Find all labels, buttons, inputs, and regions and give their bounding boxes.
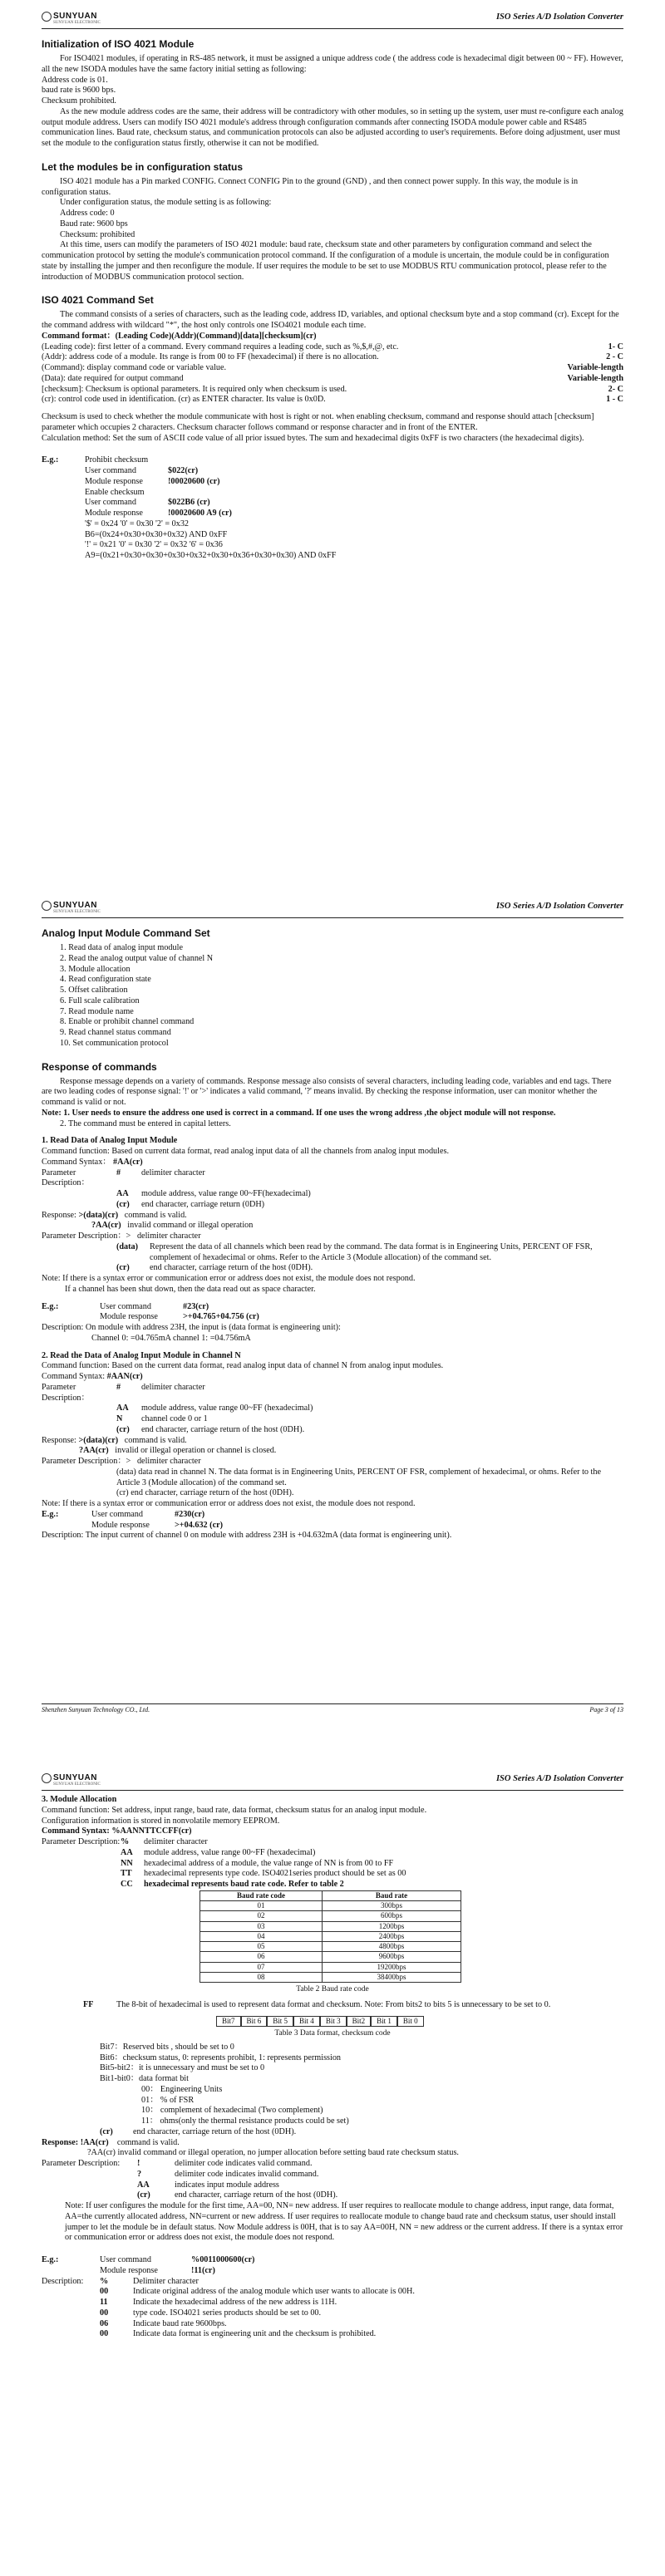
logo-subtext: SUNYUAN ELECTRONIC: [53, 1782, 101, 1787]
param-desc: delimiter code indicates invalid command.: [175, 2169, 319, 2179]
table-cell: 19200bps: [323, 1962, 461, 1972]
param-key: !: [137, 2159, 140, 2168]
eg-line: Module response: [91, 1520, 150, 1530]
paragraph: The command consists of a series of characters, such as the leading code, address ID, variables, and optional checksum byte and a stop command (cr). Except for the the command address with wildcard "*", the host only controls one ISO4021 module each time.: [42, 310, 619, 330]
response-desc: ?AA(cr) invalid command or illegal operation, no jumper allocation before setting baud rate checksum status.: [87, 2148, 459, 2158]
section-heading: Let the modules be in configuration status: [42, 160, 244, 173]
eg-code: !00020600 (cr): [168, 476, 220, 486]
table-row: [200, 1901, 461, 1911]
list-item: 7. Read module name: [60, 1006, 134, 1016]
param-desc: hexadecimal represents baud rate code. Refer to table 2: [144, 1880, 344, 1889]
logo-text: SUNYUAN: [53, 12, 97, 21]
company-logo: [42, 8, 125, 27]
table-cell: 02: [200, 1911, 323, 1921]
param-key: (cr): [116, 1424, 130, 1434]
company-logo: [42, 1770, 125, 1788]
text-line: Under configuration status, the module setting is as following:: [60, 198, 272, 208]
logo-text: SUNYUAN: [53, 1773, 97, 1782]
eg-code: #23(cr): [183, 1301, 209, 1311]
param-list: [42, 1383, 623, 1436]
bit-table: [216, 2016, 623, 2027]
bit-line: 10： complement of hexadecimal (Two complement): [141, 2106, 323, 2116]
param-key: #: [116, 1168, 121, 1177]
table-row: [200, 1942, 461, 1952]
paragraph: ISO 4021 module has a Pin marked CONFIG. Connect CONFIG Pin to the ground (GND) , and then connect power supply. In this way, the module is in configuration status.: [42, 176, 579, 197]
eg-line: Prohibit checksum: [85, 455, 149, 465]
def-line: (cr): control code used in identification. (cr) as ENTER character. Its value is 0x0D.: [42, 395, 326, 405]
param-desc: delimiter character: [136, 1231, 201, 1241]
example-block: [42, 2255, 623, 2277]
eg-code: !00020600 A9 (cr): [168, 509, 232, 518]
param-key: (cr): [100, 2126, 113, 2136]
param-desc: delimiter character: [141, 1168, 205, 1177]
param-key: (cr): [116, 1263, 130, 1273]
table-row: [200, 1911, 461, 1921]
param-label: Parameter Description：>: [42, 1231, 131, 1241]
table-row: [200, 1921, 461, 1931]
note: Note: If user configures the module for the first time, AA=00, NN= new address. If user requires to reallocate module to change address, input range, data format, AA=the currently allocated address, NN=current or new address. If user requires to reallocate module to change baud rate and checksum status, user should install jumper to let the module be in default status. Now Module address is 00H, that is to say AA=00H, NN = new address or the current address. If there is a syntax error or communication error or address does not exist, the module does not respond.: [65, 2201, 623, 2243]
response-desc: invalid command or illegal operation: [127, 1221, 254, 1231]
baud-rate-table: [200, 1890, 461, 1983]
response-desc: command is valid.: [124, 1210, 187, 1220]
param-key: TT: [121, 1869, 132, 1879]
eg-line: User command: [100, 1301, 151, 1311]
param-key: AA: [116, 1404, 129, 1413]
page-header: [42, 7, 623, 29]
table-row: [200, 1952, 461, 1962]
bit-cell: Bit2: [347, 2016, 372, 2027]
bit-cell: Bit 6: [241, 2016, 268, 2027]
eg-line: Enable checksum: [85, 487, 145, 497]
list-item: 3. Module allocation: [60, 964, 131, 974]
bit-line: 01： % of FSR: [141, 2095, 195, 2105]
param-label: Parameter Description：>: [42, 1457, 131, 1466]
description-list: [42, 2277, 623, 2341]
param-key: #: [116, 1382, 121, 1392]
def-size: 1 - C: [606, 395, 623, 405]
desc-key: 00: [100, 2329, 109, 2339]
param-desc: delimiter character: [141, 1382, 205, 1392]
param-desc: hexadecimal address of a module, the value range of NN is from 00 to FF: [144, 1858, 394, 1868]
response-desc: invalid or illegal operation or channel is closed.: [115, 1446, 277, 1456]
param-list: [42, 2159, 623, 2201]
response-desc: command is valid.: [116, 2137, 180, 2147]
logo-subtext: SUNYUAN ELECTRONIC: [53, 21, 101, 25]
paragraph: Response message depends on a variety of commands. Response message also consists of several characters, including leading code, variables and end tags. There are two leading codes of response signal: '!' or '>' indicates a valid command, '?' means invalid. By checking the response information, user can monitor whether the command is valid or not.: [42, 1076, 612, 1107]
table-header: Baud rate code: [200, 1890, 323, 1900]
header-title: ISO Series A/D Isolation Converter: [495, 902, 623, 911]
param-desc: delimiter character: [136, 1457, 201, 1466]
def-line: (Addr): address code of a module. Its range is from 00 to FF (hexadecimal) if there is no allocation.: [42, 352, 379, 362]
table-cell: 300bps: [323, 1901, 461, 1911]
desc-key: 06: [100, 2318, 109, 2328]
param-desc: module address, value range 00~FF(hexadecimal): [141, 1189, 311, 1198]
eg-code: !11(cr): [191, 2265, 215, 2275]
bit-line: Bit6：checksum status, 0: represents prohibit, 1: represents permission: [100, 2052, 342, 2062]
logo-subtext: SUNYUAN ELECTRONIC: [53, 910, 101, 914]
param-desc: (cr) end character, carriage return of the host (0DH).: [116, 1488, 294, 1498]
desc-value: Indicate original address of the analog module which user wants to allocate is 00H.: [133, 2287, 415, 2297]
def-size: Variable-length: [567, 373, 623, 383]
header-title: ISO Series A/D Isolation Converter: [495, 1774, 623, 1783]
param-desc: Represent the data of all channels which been read by the command. The data format is in Engineering Units, PERCENT OF FSR, complement of hexadecimal or ohms. Refer to the Article 3 (Module allocation) of the command set.: [150, 1241, 593, 1262]
response-label: Response:: [42, 1435, 76, 1445]
text-line: Checksum: prohibited: [60, 229, 135, 239]
param-key: NN: [121, 1858, 133, 1868]
response-label: Response: !AA(cr): [42, 2137, 109, 2147]
param-desc: indicates input module address: [175, 2180, 279, 2190]
def-size: 1- C: [608, 342, 623, 351]
list-item: 8. Enable or prohibit channel command: [60, 1017, 195, 1027]
eg-code: >+04.765+04.756 (cr): [183, 1312, 259, 1322]
table-cell: 06: [200, 1952, 323, 1962]
syntax-value: #AA(cr): [113, 1157, 143, 1167]
syntax-line: Command Syntax: %AANNTTCCFF(cr): [42, 1826, 192, 1836]
eg-line: User command: [100, 2255, 151, 2264]
table-cell: 4800bps: [323, 1942, 461, 1952]
text-line: Baud rate: 9600 bps: [60, 219, 128, 229]
paragraph: Command function: Based on the current data format, read analog input data of channel N from analog input modules.: [42, 1361, 444, 1371]
bit-cell: Bit 3: [320, 2016, 347, 2027]
eg-line: B6=(0x24+0x30+0x30+0x32) AND 0xFF: [85, 529, 228, 539]
param-desc: The 8-bit of hexadecimal is used to represent data format and checksum. Note: From bits2 to bits 5 is unnecessary to be set to 0.: [116, 1999, 551, 2009]
eg-line: Module response: [100, 1312, 158, 1322]
desc-value: type code. ISO4021 series products should be set to 00.: [133, 2308, 322, 2318]
param-desc: end character, carriage return of the host (0DH).: [175, 2190, 338, 2200]
param-desc: end character, carriage return of the host (0DH).: [150, 1263, 313, 1273]
paragraph: As the new module address codes are the same, their address will be contradictory with other modules, so in setting up the system, user must re-configure each analog output module address. Users can modify ISO 4021 module's address through configuration commands after connecting ISODA module power cable and RS485 communication lines. Baud rate, checksum status, and communication protocols can also be adjusted according to user's requirements. Before doing adjustment, user must set the module to the configuration status firstly, otherwise it can not be modified.: [42, 106, 623, 148]
list-item: 2. Read the analog output value of channel N: [60, 953, 214, 963]
syntax-label: Command Syntax：: [42, 1157, 111, 1167]
table-cell: 01: [200, 1901, 323, 1911]
page-3: [0, 1762, 665, 2576]
desc-value: Indicate data format is engineering unit and the checksum is prohibited.: [133, 2329, 377, 2339]
bit-cell: Bit 1: [371, 2016, 397, 2027]
def-size: 2- C: [608, 384, 623, 394]
eg-line: '$' = 0x24 '0' = 0x30 '2' = 0x32: [85, 519, 190, 528]
page-header: [42, 1768, 623, 1791]
paragraph: For ISO4021 modules, if operating in RS-485 network, it must be assigned a unique address code ( the address code is hexadecimal digit between 00 ~ FF). However, all the new ISODA modules have the same factory initial setting as following:: [42, 54, 623, 74]
description: Description: On module with address 23H, the input is (data format is engineering unit):: [42, 1323, 341, 1332]
table-cell: 03: [200, 1921, 323, 1931]
bit-line: Bit7：Reserved bits , should be set to 0: [100, 2042, 234, 2052]
bit-line: 11： ohms(only the thermal resistance products could be set): [141, 2116, 349, 2126]
table-row: [200, 1962, 461, 1972]
bit-cell: Bit7: [216, 2016, 241, 2027]
description: Description: The input current of channel 0 on module with address 23H is +04.632mA (data format is engineering unit).: [42, 1531, 452, 1541]
paragraph: Command function: Set address, input range, baud rate, data format, checksum status for an analog input module.: [42, 1805, 427, 1815]
desc-key: 00: [100, 2287, 109, 2297]
format-label: Command format：: [42, 331, 116, 341]
subsection-heading: 2. Read the Data of Analog Input Module in Channel N: [42, 1350, 241, 1360]
paragraph: Calculation method: Set the sum of ASCII code value of all prior issued bytes. The sum and hexadecimal digits 0xFF is two characters (the hexadecimal digits).: [42, 433, 584, 443]
eg-label: E.g.:: [42, 2255, 59, 2264]
eg-label: E.g.:: [42, 1509, 59, 1519]
desc-key: 00: [100, 2308, 109, 2318]
param-desc: delimiter code indicates valid command.: [175, 2159, 313, 2168]
response-code: >(data)(cr): [78, 1435, 119, 1445]
eg-code: #230(cr): [175, 1509, 205, 1519]
note: 2. The command must be entered in capital letters.: [60, 1118, 231, 1128]
paragraph: Checksum is used to check whether the module communicate with host is right or not. when enabling checksum, command and response should attach [checksum] parameter which occupies 2 characters. Checksum character follows command or response character and in front of the ENTER.: [42, 412, 594, 432]
eg-code: $022(cr): [168, 466, 199, 475]
param-desc: module address, value range 00~FF (hexadecimal): [141, 1404, 313, 1413]
table-cell: 04: [200, 1931, 323, 1941]
response-code: >(data)(cr): [78, 1210, 119, 1220]
eg-line: Module response: [100, 2265, 158, 2275]
param-list: [42, 1837, 623, 1890]
list-item: 10. Set communication protocol: [60, 1038, 169, 1048]
param-desc: end character, carriage return of the host (0DH).: [133, 2126, 297, 2136]
table-row: [200, 1972, 461, 1982]
subsection-heading: 3. Module Allocation: [42, 1795, 117, 1804]
param-key: (data): [116, 1241, 139, 1251]
paragraph: Command function: Based on current data format, read analog input data of all the channels from analog input modules.: [42, 1147, 449, 1156]
page-header: [42, 896, 623, 918]
eg-line: User command: [91, 1509, 143, 1519]
syntax-value: #AAN(cr): [106, 1372, 143, 1381]
section-heading: ISO 4021 Command Set: [42, 294, 154, 307]
table-cell: 38400bps: [323, 1972, 461, 1982]
param-key: %: [121, 1837, 130, 1846]
param-key: CC: [121, 1880, 133, 1889]
eg-code: %0011000600(cr): [191, 2255, 255, 2264]
table-cell: 2400bps: [323, 1931, 461, 1941]
eg-code: $022B6 (cr): [168, 498, 210, 508]
def-line: (Leading code): first letter of a command. Every command requires a leading code, such as %,$,#,@, etc.: [42, 342, 399, 351]
bit-description: [42, 2043, 623, 2127]
paragraph: At this time, users can modify the parameters of ISO 4021 module: baud rate, checksum state and other parameters by configuration command and select the communication protocol by setting the module's communication protocol command. If the configuration of a module is uncertain, the module could be in configuration state by installing the jumper and then reconfigure the module. If user requires the module to be set to use MODBUS RTU communication protocol, please refer to the introduction of MODBUS communication protocol section.: [42, 240, 609, 282]
param-desc: hexadecimal represents type code. ISO4021series product should be set as 00: [144, 1869, 406, 1879]
note: Note: If there is a syntax error or communication error or address does not exist, the module does not respond.: [42, 1274, 416, 1283]
eg-line: User command: [85, 498, 136, 508]
eg-label: E.g.:: [42, 455, 59, 465]
desc-value: Indicate the hexadecimal address of the new address is 11H.: [133, 2298, 337, 2307]
header-title: ISO Series A/D Isolation Converter: [495, 12, 623, 22]
list-item: 5. Offset calibration: [60, 986, 128, 995]
section-heading: Initialization of ISO 4021 Module: [42, 38, 195, 50]
param-key: AA: [121, 1847, 133, 1857]
bit-cell: Bit 0: [397, 2016, 424, 2027]
desc-key: %: [100, 2276, 109, 2286]
bit-line: Bit1-bit0：data format bit: [100, 2074, 189, 2083]
eg-line: '!' = 0x21 '0' = 0x30 '2' = 0x32 '6' = 0x36: [85, 540, 223, 550]
text-line: Address code is 01.: [42, 75, 108, 85]
text-line: Checksum prohibited.: [42, 96, 116, 106]
param-desc: end character, carriage return (0DH): [141, 1199, 265, 1209]
table-caption: Table 3 Data format, checksum code: [274, 2028, 391, 2038]
logo-mark-icon: [42, 12, 52, 22]
param-label: Parameter Description:: [42, 1837, 121, 1846]
response-code: ?AA(cr): [91, 1221, 121, 1231]
param-key: FF: [83, 1999, 94, 2009]
bit-line: 00： Engineering Units: [141, 2084, 223, 2094]
table-cell: 600bps: [323, 1911, 461, 1921]
command-list: [42, 943, 623, 1050]
bit-cell: Bit 5: [267, 2016, 293, 2027]
format-value: (Leading Code)(Addr)(Command)[data][checksum](cr): [115, 331, 317, 341]
response-desc: command is valid.: [124, 1435, 187, 1445]
param-key: (cr): [137, 2190, 150, 2200]
table-row: [200, 1931, 461, 1941]
desc-value: Delimiter character: [133, 2276, 199, 2286]
def-line: (Data): date required for output command: [42, 373, 184, 383]
example-block: [42, 1302, 623, 1324]
param-key: N: [116, 1414, 123, 1423]
eg-line: Module response: [85, 476, 143, 486]
param-label: Parameter Description：: [42, 1168, 90, 1188]
page-1: [0, 0, 665, 864]
def-line: (Command): display command code or variable value.: [42, 363, 227, 372]
page-number: Page 3 of 13: [589, 1706, 623, 1713]
response-label: Response:: [42, 1210, 76, 1220]
section-heading: Response of commands: [42, 1060, 157, 1073]
bit-cell: Bit 4: [293, 2016, 320, 2027]
desc-key: 11: [100, 2298, 108, 2307]
company-logo: [42, 897, 125, 916]
param-desc: delimiter character: [144, 1837, 208, 1846]
page-2: [0, 889, 665, 1737]
param-desc: module address, value range 00~FF (hexadecimal): [144, 1847, 316, 1857]
param-label: Parameter Description:: [42, 2159, 121, 2168]
list-item: 6. Full scale calibration: [60, 995, 140, 1005]
example-block: [42, 1510, 623, 1531]
list-item: 4. Read configuration state: [60, 975, 151, 985]
param-desc: channel code 0 or 1: [141, 1414, 208, 1423]
param-key: AA: [116, 1189, 129, 1198]
param-key: (cr): [116, 1199, 130, 1209]
table-cell: 9600bps: [323, 1952, 461, 1962]
logo-mark-icon: [42, 901, 52, 911]
table-cell: 08: [200, 1972, 323, 1982]
subsection-heading: 1. Read Data of Analog Input Module: [42, 1136, 178, 1146]
table-header: Baud rate: [323, 1890, 461, 1900]
desc-label: Description:: [42, 2276, 84, 2286]
param-label: Parameter Description：: [42, 1382, 90, 1403]
text-line: baud rate is 9600 bps.: [42, 86, 116, 96]
description: Channel 0: =04.765mA channel 1: =04.756mA: [91, 1333, 251, 1343]
table-caption: Table 2 Baud rate code: [296, 1985, 369, 1993]
syntax-label: Command Syntax:: [42, 1372, 106, 1381]
table-cell: 1200bps: [323, 1921, 461, 1931]
def-size: 2 - C: [606, 352, 623, 362]
param-key: ?: [137, 2169, 142, 2179]
eg-label: E.g.:: [42, 1301, 59, 1311]
response-code: ?AA(cr): [79, 1446, 109, 1456]
param-desc: end character, carriage return of the host (0DH).: [141, 1424, 305, 1434]
note: Note: If there is a syntax error or communication error or address does not exist, the module does not respond.: [42, 1499, 416, 1508]
note: Note: 1. User needs to ensure the address one used is correct in a command. If one uses the wrong address ,the object module will not response.: [42, 1108, 556, 1118]
desc-value: Indicate baud rate 9600bps.: [133, 2318, 227, 2328]
note: If a channel has been shut down, then the data read out as space character.: [65, 1284, 316, 1294]
eg-code: >+04.632 (cr): [175, 1520, 224, 1530]
bit-line: Bit5-bit2：it is unnecessary and must be set to 0: [100, 2063, 265, 2073]
list-item: 9. Read channel status command: [60, 1028, 171, 1037]
example-block: [42, 455, 623, 562]
param-key: AA: [137, 2180, 150, 2190]
logo-mark-icon: [42, 1773, 52, 1783]
section-heading: Analog Input Module Command Set: [42, 927, 210, 939]
def-size: Variable-length: [567, 363, 623, 372]
logo-text: SUNYUAN: [53, 901, 97, 910]
table-cell: 07: [200, 1962, 323, 1972]
table-cell: 05: [200, 1942, 323, 1952]
param-list: [42, 1168, 623, 1211]
eg-line: A9=(0x21+0x30+0x30+0x30+0x32+0x30+0x36+0x30+0x30) AND 0xFF: [85, 551, 337, 560]
def-line: [checksum]: Checksum is optional parameters. It is required only when checksum is used.: [42, 384, 347, 394]
eg-line: User command: [85, 466, 136, 475]
text-line: Address code: 0: [60, 209, 115, 218]
paragraph: Configuration information is stored in nonvolatile memory EEPROM.: [42, 1816, 280, 1826]
list-item: 1. Read data of analog input module: [60, 943, 183, 952]
footer-company: Shenzhen Sunyuan Technology CO., Ltd.: [42, 1706, 150, 1713]
param-desc: (data) data read in channel N. The data format is in Engineering Units, PERCENT OF FSR, complement of hexadecimal, or ohms. Refer to the Article 3 (Module allocation) of the command set.: [116, 1467, 602, 1487]
eg-line: Module response: [85, 509, 143, 518]
page-footer: [42, 1703, 623, 1714]
